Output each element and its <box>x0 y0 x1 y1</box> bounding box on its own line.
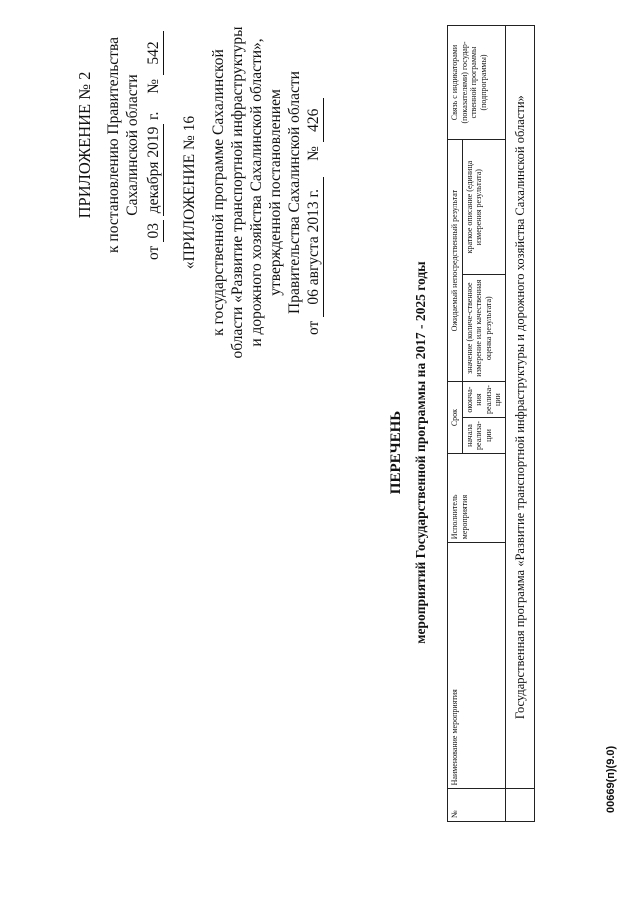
document-title: ПЕРЕЧЕНЬ <box>388 410 404 495</box>
appendix-2-number: 542 <box>144 31 164 75</box>
header-term-start: начала реализа-ции <box>462 418 505 454</box>
appendix-16-line3: и дорожного хозяйства Сахалинской области», <box>248 38 265 347</box>
appendix-2-date-day: 03 <box>144 220 164 242</box>
footer-code: 00669(п)(9.0) <box>605 745 617 813</box>
appendix-16-line4: утвержденной постановлением <box>267 89 284 296</box>
header-indicator-link: Связь с индикаторами (показателями) государ-ственной программы (подпрограммы) <box>448 26 506 140</box>
appendix-2-title: ПРИЛОЖЕНИЕ № 2 <box>75 71 94 219</box>
appendix-2-date-line <box>144 30 164 260</box>
appendix-16-line2: области «Развитие транспортной инфраструктуры <box>229 26 246 359</box>
appendix-16-line1: к государственной программе Сахалинской <box>210 49 227 336</box>
program-row-number-cell <box>505 789 534 822</box>
header-executor: Исполнитель мероприятия <box>448 453 506 542</box>
header-term-end: оконча-ния реализа-ции <box>462 382 505 418</box>
document-subtitle: мероприятий Государственной программы на 2017 - 2025 годы <box>413 261 428 644</box>
measures-table <box>447 25 535 822</box>
appendix-16-number: 426 <box>304 98 324 142</box>
header-name: Наименование мероприятия <box>448 543 506 789</box>
header-result: Ожидаемый непосредственный результат <box>448 140 463 382</box>
header-result-value: краткое описание (единица измерения результата) <box>462 140 505 275</box>
appendix-2-number-label: № <box>145 78 162 94</box>
appendix-2-line2: Сахалинской области <box>124 74 141 216</box>
appendix-16-date: 06 августа 2013 г. <box>304 177 324 317</box>
header-number: № <box>448 789 506 822</box>
appendix-16-line5: Правительства Сахалинской области <box>286 71 303 314</box>
appendix-16-date-prefix: от <box>305 320 322 335</box>
program-row-title: Государственная программа «Развитие транспортной инфраструктуры и дорожного хозяйства Сахалинской области» <box>505 26 534 789</box>
table-program-row <box>505 26 534 822</box>
appendix-16-title: «ПРИЛОЖЕНИЕ № 16 <box>181 115 198 270</box>
header-term: Срок <box>448 382 463 454</box>
appendix-16-number-label: № <box>305 146 322 161</box>
appendix-16-block <box>180 20 324 365</box>
appendix-2-line1: к постановлению Правительства <box>105 37 122 253</box>
appendix-16-date-line <box>304 20 324 365</box>
appendix-2-date-prefix: от <box>145 245 162 260</box>
appendix-2-date-suffix: г. <box>145 111 162 121</box>
appendix-2-block <box>75 30 164 260</box>
header-result-description: значение (количе-ственное измерение или качественная оценка результата) <box>462 275 505 382</box>
table-header-row <box>448 26 463 822</box>
appendix-2-date-month-year: декабря 2019 <box>144 124 164 216</box>
